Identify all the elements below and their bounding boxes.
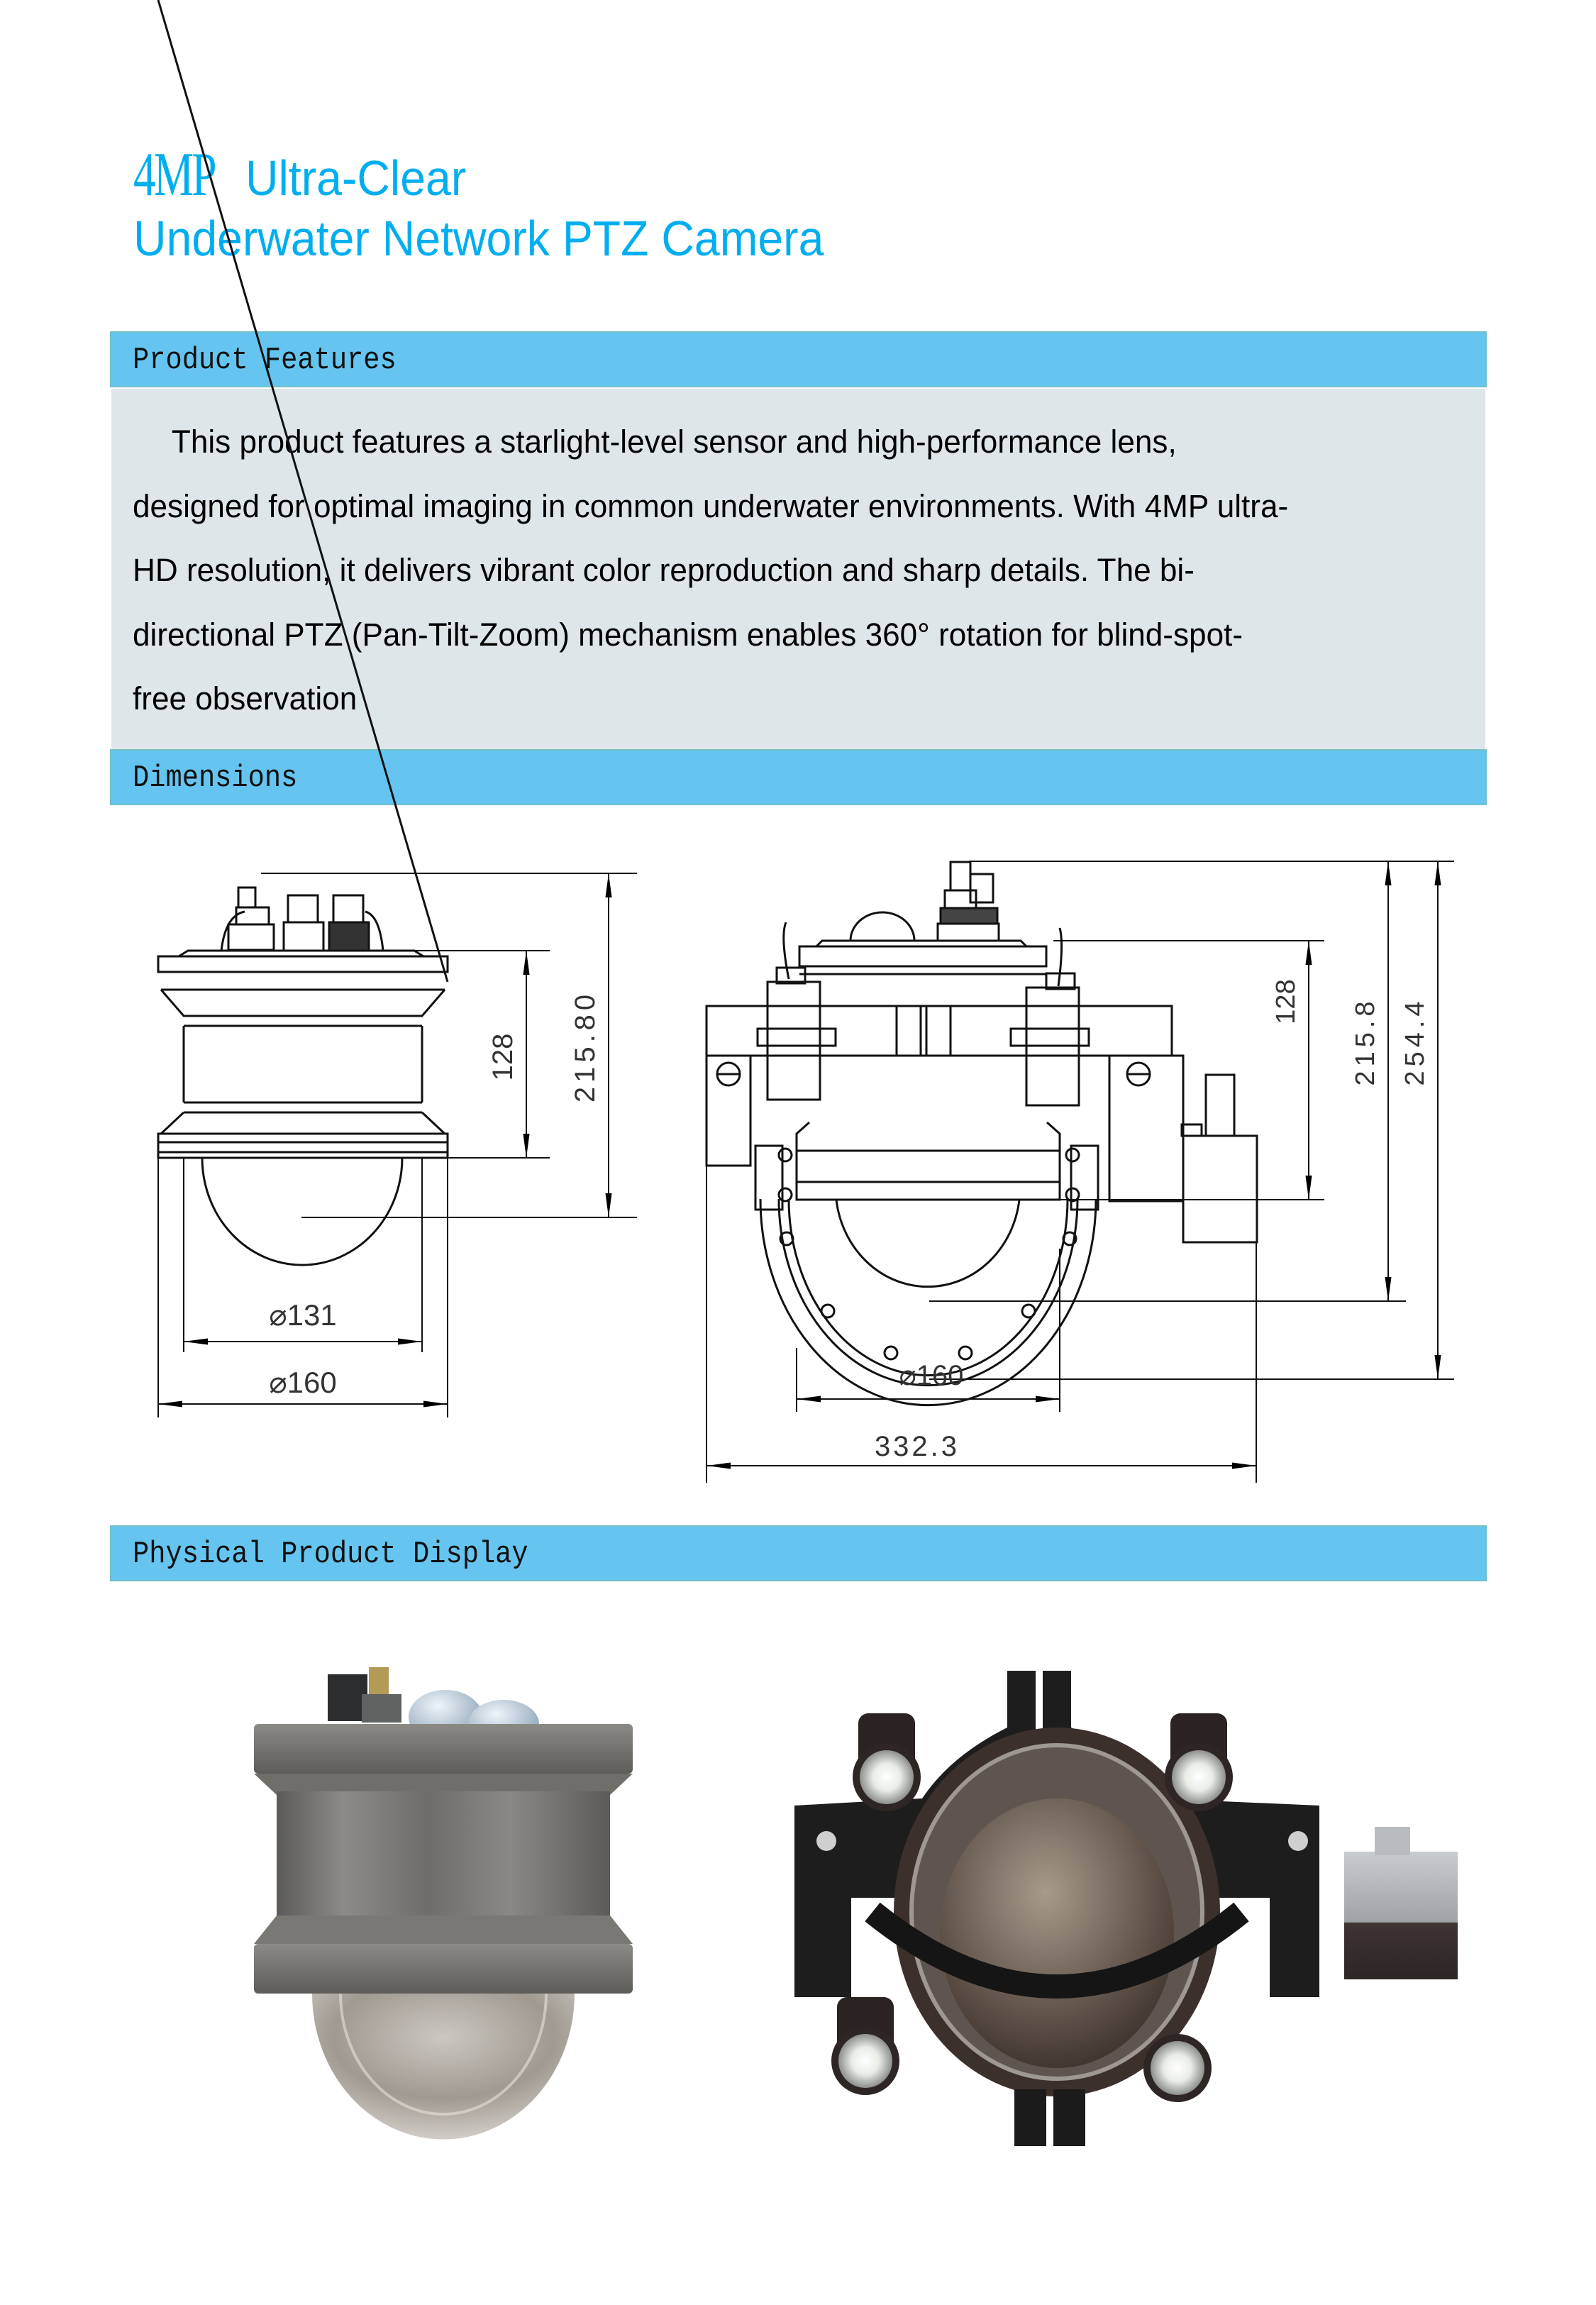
dim-left-dia-dome: ⌀131	[269, 1298, 337, 1332]
drawing-side-view	[158, 0, 637, 1417]
section-title: Dimensions	[133, 761, 298, 796]
section-title: Product Features	[133, 343, 397, 378]
dim-right-width-total: 332.3	[874, 1431, 960, 1462]
features-line: directional PTZ (Pan-Tilt-Zoom) mechanism enables 360° rotation for blind-spot-	[133, 616, 1243, 653]
dim-left-dia-body: ⌀160	[269, 1366, 337, 1399]
features-line: free observation	[133, 680, 358, 717]
features-line: This product features a starlight-level sensor and high-performance lens,	[171, 424, 1177, 460]
title-tagline: Ultra-Clear	[245, 150, 467, 206]
dim-right-height-body: 128	[1271, 979, 1301, 1024]
product-photo-side	[234, 1646, 645, 2199]
drawing-front-view	[706, 861, 1454, 1483]
dim-left-height-total: 215.80	[570, 990, 601, 1103]
dim-right-height-total: 254.4	[1400, 997, 1430, 1086]
page-subtitle: Underwater Network PTZ Camera	[133, 211, 824, 266]
section-title: Physical Product Display	[133, 1537, 528, 1572]
section-header-physical	[110, 1525, 1487, 1581]
dim-left-height-body: 128	[487, 1033, 519, 1081]
dim-right-dia-body: ⌀160	[899, 1360, 964, 1391]
product-photo-bottom	[773, 1664, 1483, 2153]
features-line: designed for optimal imaging in common underwater environments. With 4MP ultra-	[133, 487, 1289, 524]
features-line: HD resolution, it delivers vibrant color reproduction and sharp details. The bi-	[133, 552, 1195, 588]
title-resolution: 4MP	[133, 140, 215, 209]
dim-right-height-dome: 215.8	[1351, 997, 1380, 1086]
